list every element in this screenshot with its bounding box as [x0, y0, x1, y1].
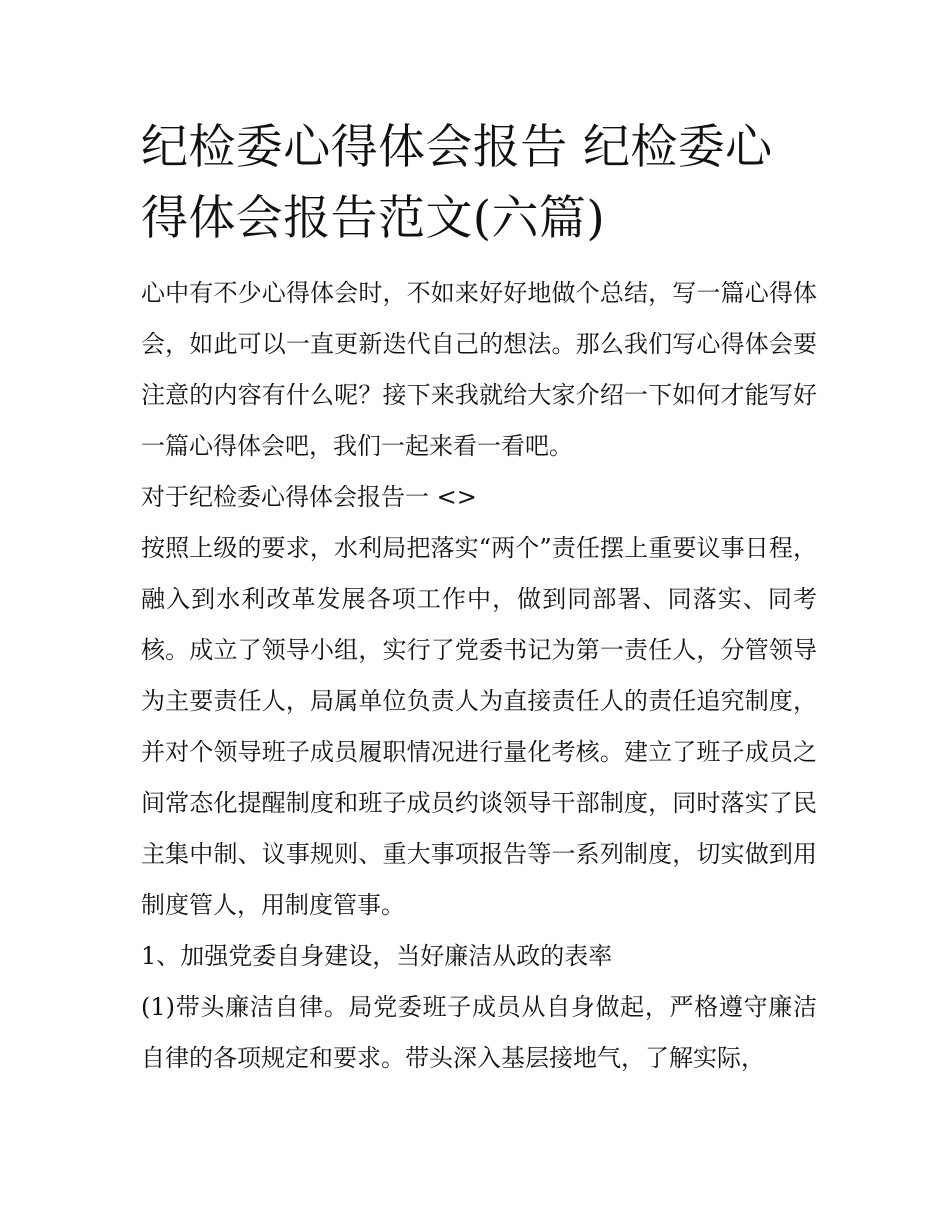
document-page [141, 112, 817, 1084]
document-title: 纪检委心得体会报告 纪检委心得体会报告范文(六篇) [141, 120, 773, 246]
body-paragraph: 按照上级的要求，水利局把落实“两个”责任摆上重要议事日程，融入到水利改革发展各项工作中，做到同部署、同落实、同考核。成立了领导小组，实行了党委书记为第一责任人，分管领导为主要责任人，局属单位负责人为直接责任人的责任追究制度，并对个领导班子成员履职情况进行量化考核。建立了班子成员之间常态化提醒制度和班子成员约谈领导干部制度，同时落实了民主集中制、议事规则、重大事项报告等一系列制度，切实做到用制度管人，用制度管事。 [141, 534, 817, 919]
subsection-heading: 1、加强党委自身建设，当好廉洁从政的表率 [141, 942, 613, 970]
section-heading: 对于纪检委心得体会报告一 <> [141, 483, 477, 511]
intro-paragraph: 心中有不少心得体会时，不如来好好地做个总结，写一篇心得体会，如此可以一直更新迭代自己的想法。那么我们写心得体会要注意的内容有什么呢？接下来我就给大家介绍一下如何才能写好一篇心得体会吧，我们一起来看一看吧。 [141, 279, 817, 460]
body-paragraph: (1)带头廉洁自律。局党委班子成员从自身做起，严格遵守廉洁自律的各项规定和要求。带头深入基层接地气，了解实际， [141, 993, 817, 1072]
